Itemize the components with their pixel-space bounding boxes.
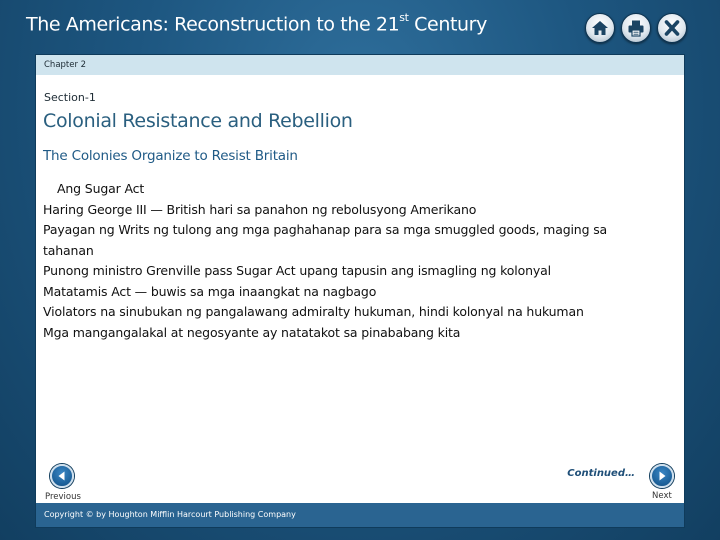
body-line: Matatamis Act — buwis sa mga inaangkat na nagbago	[43, 283, 377, 299]
home-icon	[590, 18, 610, 38]
close-icon	[662, 18, 682, 38]
body-line: tahanan	[43, 242, 94, 258]
next-label[interactable]: Next	[652, 491, 672, 501]
home-button[interactable]	[585, 13, 615, 43]
print-icon	[626, 18, 646, 38]
body-line: Violators na sinubukan ng pangalawang admiralty hukuman, hindi kolonyal na hukuman	[43, 304, 584, 319]
close-button[interactable]	[657, 13, 687, 43]
footer-bar	[36, 503, 684, 527]
previous-label[interactable]: Previous	[45, 492, 81, 502]
continued-label: Continued…	[567, 468, 635, 479]
body-line: Ang Sugar Act	[57, 181, 145, 196]
arrow-left-icon	[56, 470, 68, 482]
print-button[interactable]	[621, 13, 651, 43]
arrow-right-icon	[656, 470, 668, 482]
body-line: Haring George III — British hari sa panahon ng rebolusyong Amerikano	[43, 201, 477, 217]
page-title: Colonial Resistance and Rebellion	[43, 110, 353, 132]
body-line: Payagan ng Writs ng tulong ang mga paghahanap para sa mga smuggled goods, maging sa	[43, 222, 608, 237]
body-text	[43, 179, 653, 343]
previous-button[interactable]	[50, 464, 74, 488]
chapter-label: Chapter 2	[44, 60, 87, 70]
next-button[interactable]	[650, 464, 674, 488]
body-line: Mga mangangalakal at negosyante ay natatakot sa pinababang kita	[43, 324, 461, 340]
slide-content-panel	[35, 54, 685, 528]
copyright-text: Copyright © by Houghton Mifflin Harcourt Publishing Company	[44, 510, 296, 519]
page-subtitle: The Colonies Organize to Resist Britain	[43, 148, 298, 164]
body-line: Punong ministro Grenville pass Sugar Act upang tapusin ang ismagling ng kolonyal	[43, 263, 551, 278]
section-label: Section-1	[44, 91, 96, 104]
app-title: The Americans: Reconstruction to the 21st Century	[26, 11, 487, 36]
chapter-bar	[36, 55, 684, 75]
